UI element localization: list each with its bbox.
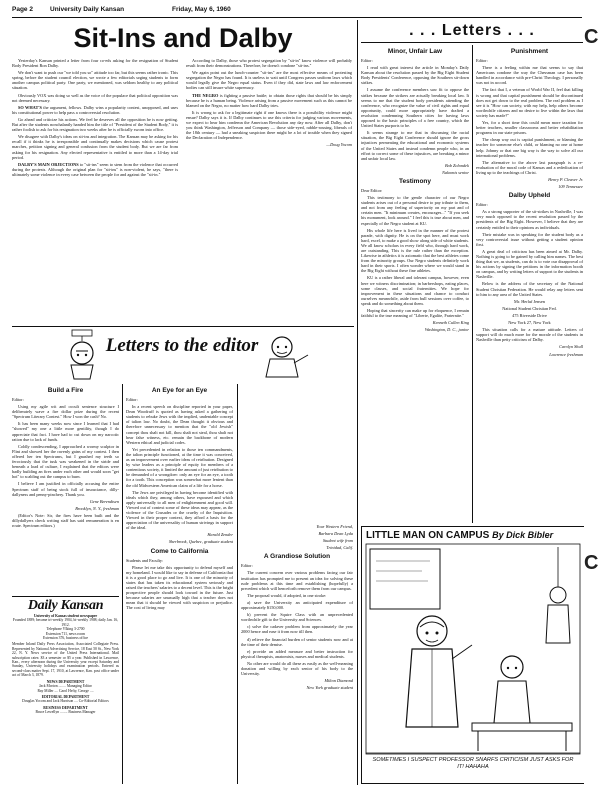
- letter-paragraph: The alternative to the above last paragraph is a re-evaluation of the moral code of Kansas and a rededication of living up to the teachings of Christ.: [476, 159, 583, 175]
- column-divider: [122, 384, 123, 784]
- editorial-paragraph: Yesterday's Kansan printed a letter from four co-eds asking for the resignation of Student Body President Ron Dalby.: [12, 58, 178, 69]
- column-divider: [357, 20, 358, 785]
- department-line: Ray Miller .... Carol Hefty, George ....: [37, 688, 94, 693]
- editorial-paragraph: Go ahead and criticize his actions. We feel he deserves all the opposition he is now getting. But after the students nonchalantly handed him the title of "President of the Student Body," it is rather foolish to ask for his resignation two weeks after he is officially sworn into office.: [12, 116, 178, 133]
- letter-paragraph: It has been many weeks now since I learned that I had "showed" my one a little more gentility, though I do appreciate that fact. I have had to cut down on my narcotic ration due to lack of funds.: [12, 421, 119, 442]
- cartoon-caption: SOMETIMES I SUSPECT PROFESSOR SNARFS CRITICISM JUST ASKS FOR IT! HAHAHA: [372, 757, 574, 770]
- letter-signer: Milton Diamond: [324, 678, 353, 684]
- student-figure-icon: [494, 656, 530, 723]
- desk-icon: [472, 723, 572, 751]
- department-name: BUSINESS DEPARTMENT: [43, 705, 88, 710]
- letter-eye-for-eye: [126, 384, 233, 782]
- editorial-column-2: [186, 58, 352, 340]
- editorial-paragraph: We disagree with Dalby's ideas on sit-ins and integration. The Kansan may be asking for his recall if it thinks he is irresponsible and continually makes decisions which cause protest marches, petition signing and general confusion from the student body. But we are far from asking for his resignation. Any elected representative is entitled to more than a 14-day trial period.: [12, 134, 178, 160]
- letters-banner: [12, 329, 354, 381]
- masthead: [12, 598, 119, 783]
- page-number: Page 2: [12, 6, 33, 13]
- edge-letter: C: [584, 26, 599, 48]
- masthead-title: Daily Kansan: [27, 598, 104, 613]
- edge-letter: C: [584, 552, 599, 574]
- letter-paragraph: a) save the University an anticipated expenditure of approximately $150,000.: [241, 599, 353, 611]
- editorial-lead-in: THE NEGRO: [192, 92, 219, 98]
- letter-signer-place: Student wife from: [322, 538, 353, 544]
- section-rule: [12, 326, 354, 327]
- letter-paragraph: c) solve the cadaver problem from approximately the year 2000 hence and ease it from now till then.: [241, 624, 353, 635]
- letter-salutation: Editor:: [476, 58, 488, 63]
- letter-salutation: Editor:: [476, 202, 488, 208]
- letter-build-fire: [12, 384, 119, 594]
- masthead-subtitle: University of Kansas student newspaper: [33, 614, 98, 618]
- editorial-paragraph: We don't want to push our "we told you so" attitude too far, but this seems rather ironic. This spring, before the student council election, we wrote a few editorials urging students to form another campus political party. One party, we mentioned, was seldom healthy to any political situation.: [12, 70, 178, 91]
- letter-paragraph: Below is the address of the secretary of the National Student Christian Federation. He would relay any letters sent to him to any area of the United States.: [476, 281, 583, 297]
- pointing-man-icon: [266, 337, 308, 377]
- letter-paragraph: Their mistake was in speaking for the student body as a very controversial issue without getting a student opinion first.: [476, 231, 583, 247]
- letter-paragraph: Please let me take this opportunity to defend myself and my homeland. I would like to say in defense of California that it is a good place to go and live. It is one of the minority of states that has taken its educational system seriously and raised the teachers' salaries to a decent level. This is the bright prospective people should look toward in the future. Just because salaries are unusually high that a teacher does not mean that it should be viewed with suspicion or prejudice. The cost of living may: [126, 564, 233, 611]
- column-divider: [472, 45, 473, 523]
- letter-paragraph: The current concern over various problems facing our fair institution has prompted me to present an idea for solving these rude problems at this time and establishing (hopefully) a precedent which will henceforth remove them from our campus.: [241, 570, 353, 591]
- letter-salutation: Editor:: [241, 563, 253, 569]
- editorial-column-1: [12, 58, 178, 340]
- letter-salutation: Editor:: [12, 397, 24, 402]
- department-line: Jack Morton ........ Managing Editor: [39, 684, 92, 689]
- cartoon-panel: [361, 526, 585, 784]
- editor-note: (Editor's Note: Sir, the fires have been built and the dillydallyers check writing staff has said remuneration is en route. Spectrum editors.): [12, 512, 119, 529]
- letter-paragraph: Using my agile wit and occult sentence structure I deliberately wave a fire dollar prize during the recent "Spectrum Literary Contest." How I won the cash? No.: [12, 404, 119, 420]
- letter-salutation: Editor:: [126, 397, 138, 402]
- letter-heading: Build a Fire: [47, 387, 84, 394]
- address-line: National Student Christian Fed.: [502, 305, 557, 311]
- letter-paragraph: As a strong supporter of the sit-strikes in Nashville, I was very much opposed to the recent resolution passed by the presidents of the Big Eight. However, I believe that they are certainly entitled to their opinions as individuals.: [476, 209, 583, 230]
- letter-paragraph: There is a feeling within me that seems to say that Americans condone the way the Chessman case has been handled in accordance with pre-Christ Theology. I personally was not in accord.: [476, 65, 583, 86]
- letter-signer-place: Nakomis senior: [442, 169, 469, 175]
- paper-name: University Daily Kansan: [50, 6, 125, 13]
- letter-heading: Come to California: [150, 547, 209, 555]
- editorial-lead-in: SO WHAT'S: [18, 104, 42, 110]
- cartoon-drawing: [362, 527, 584, 783]
- letter-paragraph: No other are would do all these as easily as the well-meaning donation and willing by each senior of his body to the University.: [241, 660, 353, 677]
- letter-paragraph: I read with great interest the article in Monday's Daily Kansan about the resolution passed by the Big Eight Student Body Presidents' Conference, opposing the Southern sit-down strikes.: [361, 65, 469, 86]
- letter-heading: Punishment: [510, 48, 549, 55]
- letter-signer: Bob Zolondek: [445, 162, 469, 168]
- hanging-figure-icon: [546, 547, 570, 643]
- masthead-founded: Founded 1889; became tri-weekly 1904, bi-weekly 1908; daily Jan. 16, 1912.: [12, 618, 119, 627]
- letter-heading: Testimony: [398, 177, 432, 185]
- letter-paragraph: Yet precedented in relation to those ten commandments, the talion principle functioned, at the time it was conceived, as an improvement over earlier ideas of retribution. Designed by wise leaders as a principle of equity for members of a contentious society, it limited the amount of just retribution to be demanded of a wrongdoer: only an eye for an eye, a tooth for a tooth. This conception was somewhat more lenient than the old Midwestern American claim of a life for a horse.: [126, 446, 233, 488]
- letters-section-title: . . . Letters . . .: [409, 22, 535, 39]
- letter-signer-place: Lawrence freshman: [549, 351, 583, 357]
- address-line: Mr. Herluf Jensen: [514, 298, 545, 304]
- page-header: [12, 6, 582, 16]
- letter-paragraph: I believe I am justified in officially accusing the entire Spectrum staff of being stock full of insouciance, dilly-dallyness and penny-pinchery. Thank you.: [12, 481, 119, 497]
- editorial-paragraph: to "sit-ins" seem to stem from the violence that occurred during the protests. Although the original plan for "sit-ins" is non-violent, he says, "there is ultimately some violence in every case between the people for and against the "sit-in.": [12, 161, 178, 177]
- letter-heading: Dalby Upheld: [508, 192, 551, 200]
- letters-title-word: Letters: [441, 22, 503, 39]
- editorial-paragraph: is fighting a passive battle; to obtain those rights that should be his simply because he is a human being. Violence arising from a passive movement such as this cannot be blamed on the Negro, no matter how hard Dalby tries.: [186, 92, 352, 108]
- letter-signer: Barbara Dean Lyda: [318, 531, 353, 537]
- address-line: New York 27, New York: [508, 320, 551, 326]
- letter-paragraph: The proposal would, if adopted, in one stroke:: [247, 592, 327, 598]
- editorial-paragraph: It is wrong to ask for a legitimate right if one knows there is a possibility violence might ensue? Dalby says it is. If Dalby continues to use this criteria for judging various movements, we expect to hear him condemn the American Revolution any day now. After all Dalby, don't you think Washington, Jefferson and Company — those side-eyed, rabble-rousing, liberals of the 18th century — had a sneaking suspicion there might be a lot of trouble when they signed the Declaration of Independence.: [186, 109, 352, 141]
- letter-paragraph: Yes, for a short time this could mean more taxation for better teachers, smaller classrooms and better rehabilitation programs in our state prisons.: [476, 120, 583, 136]
- masthead-body: Member Inland Daily Press Association, Associated Collegiate Press. Represented by National Advertising Service, 18 East 50 St., New York 22, N. Y. News service of the United Press International. Mail subscription rates: $3 a semester or $5 a year. Published in Lawrence, Kan., every afternoon during the University year except Saturday and Sunday, University holidays and examination periods. Entered as second-class matter Sept. 17, 1910, at Lawrence, Kan. post office under act of March 3, 1879.: [12, 642, 119, 678]
- letter-paragraph: KU is a rather liberal and tolerant campus, however, even here we witness discrimination; in barbershops, eating places, some classes, and social fraternities. We hope for improvement in these situations and chance to conduct ourselves meanwhile, aside from bull sessions over coffee, to speak and do something about them.: [361, 275, 469, 306]
- letter-signer-place: Sherbrook, Quebec, graduate student: [168, 539, 233, 545]
- department-line: Douglas Yocom and Jack Harrison .... Co-Editorial Editors: [22, 699, 109, 704]
- column-divider: [237, 384, 238, 784]
- letter-heading: Minor, Unfair Law: [387, 48, 443, 55]
- letter-signer: Kenneth Cullen King: [432, 320, 469, 326]
- letter-salutation: Editor:: [361, 58, 373, 63]
- letter-signer-place: Washington, D. C., junior: [424, 327, 469, 333]
- chalkboard-icon: [370, 549, 440, 609]
- letter-grandiose: [241, 524, 353, 782]
- professor-figure-icon: [406, 616, 472, 727]
- editorial-lead-in: DALBY'S MAIN OBJECTIONS: [18, 161, 79, 167]
- section-rule: [361, 42, 583, 43]
- letter-heading: A Grandiose Solution: [263, 553, 331, 561]
- masthead-phone: Extension 376, business office: [43, 636, 88, 641]
- masthead-phone: Extension 711, news room: [45, 631, 86, 636]
- protest-sign-icon: [71, 330, 93, 379]
- letter-minor-unfair: [361, 45, 469, 523]
- editorial-paragraph: the argument, fellows. Dalby wins a popularity contest, unopposed, and uses his constitutional power to help pass a controversial resolution.: [12, 104, 178, 115]
- letter-signer: Harald Zender: [207, 532, 233, 538]
- letter-paragraph: d) relieve the financial burden of senior students now and at the time of their demise.: [241, 636, 353, 647]
- letter-signer: Carolyn Shull: [559, 344, 583, 350]
- letter-signer-place: 109 Tennessee: [558, 184, 583, 190]
- letter-paragraph: The fact that I, a veteran of World War II, feel that killing is wrong and that capital punishment should be discontinued does not get down to the real problem. The real problem as I see it is "How can society, with my help, help others become worthwhile citizens and no desire to live within the laws that society has made?": [476, 87, 583, 118]
- letter-paragraph: b) prevent the Squire Class with an unprecedented worthwhile gift to the University and Sciences.: [241, 612, 353, 623]
- letter-signer-place: Trinidad, Calif.: [326, 545, 353, 551]
- letter-paragraph: I assume the conference members saw fit to oppose the strikes because the strikers are actually breaking local law. It seems to me that the student body presidents attending the conference, who recognize the value of civil rights and equal opportunity, could more appropriately have drafted a resolution condemning Southern cities for having laws opposed to the basic principles of a free country, which the United States purports to be.: [361, 87, 469, 129]
- letter-signer: Henry P. Cleaver Jr.: [548, 176, 583, 182]
- editorial-paragraph: We again point out the lunch-counter "sit-ins" are the most effective means of protesting segregation the Negro has found. It is useless to wait until Congress passes uniform laws which would legally give the Negro equal status. Even if they did, state laws and law enforcement bodies can still insure white supremacy.: [186, 70, 352, 91]
- letter-paragraph: It seems strange to me that in discussing the racial situation, the Big Eight Conference should ignore the gross injustices permeating the educational and economic systems of the United States and instead condemn people who, in an effort to correct some of these injustices, are breaking a minor and unfair local law.: [361, 130, 469, 161]
- letter-salutation: Dear Editor:: [361, 187, 383, 193]
- letter-signer-place: Brooklyn, N. Y., freshman: [75, 505, 119, 511]
- editorial-signature: —Doug Yocom: [326, 142, 352, 148]
- letter-paragraph: e) provide an added measure and better instruction for physical therapists, anatomists, nurses and medical students.: [241, 648, 353, 659]
- issue-date: Friday, May 6, 1960: [172, 6, 231, 13]
- header-rule: [12, 17, 582, 18]
- address-line: 475 Riverside Drive: [512, 312, 547, 318]
- letter-paragraph: Coldly condescending, I approached a wormy sculptor in Flint and showed her the ravenly gains of my contest. I then offered her ten Spectrums, but I gnashed my teeth so ferociously that the tusk was weakened in the stride and beneath a load of culture, I explained that the editors were badly building an fires under each other and would soon "get hot" to scalding out the campus to burn.: [12, 443, 119, 480]
- letter-paragraph: In a recent speech on discipline reported in your paper, Dean Woodruff is quoted as having asked a gathering of students to rebuke Jews with the implied, undeniable concept of talion law. No doubt, the Dean thought it obvious and therefore unnecessary to mention that the "old Jewish" concept thou shalt not kill, thou shalt not steal, thou shalt not bear false witness, etc. remain the backbone of modern Western ethical and judicial codes.: [126, 404, 233, 445]
- editorial-headline: Sit-Ins and Dalby: [73, 23, 293, 53]
- letter-paragraph: A great deal of criticism has been aimed at Mr. Dalby. Nothing is going to be gained by calling him names. The best thing that we, as students, can do is to vote our disapproval of his actions by signing the petitions in the information booth on campus, and by writing letters of support to the students in Nashville.: [476, 248, 583, 280]
- masthead-rule: [12, 596, 119, 597]
- department-line: Bruce Lewellyn ........ Business Manager: [35, 710, 96, 715]
- letter-salutation: Students and Faculty:: [126, 557, 164, 563]
- letter-signer-place: New York graduate student: [306, 685, 353, 691]
- cartoon-artist: By Dick Bibler: [492, 530, 554, 540]
- cartoon-title: LITTLE MAN ON CAMPUS: [366, 530, 490, 541]
- letter-paragraph: Hoping that sincerity can make up for eloquence, I remain faithful to the true meaning of "Liberte, Egalite, Fraternite.": [361, 308, 469, 319]
- editorial-paragraph: Obviously VOX was doing so well as the voice of the populace that political opposition was not deemed necessary.: [12, 92, 178, 103]
- letters-banner-title: Letters to the editor: [105, 335, 259, 356]
- masthead-phone: Telephone VIking 3-2700: [46, 627, 85, 632]
- next-page-edge: [584, 0, 600, 785]
- letter-signer: Your Western Friend,: [316, 524, 353, 529]
- department-name: EDITORIAL DEPARTMENT: [41, 694, 90, 699]
- letter-paragraph: The cheap way out is capital punishment, or blaming the teacher for someone else's child, or blaming no one at home help. Johnny or that one big way is the way to solve all our international problems.: [476, 137, 583, 158]
- department-name: NEWS DEPARTMENT: [46, 679, 85, 684]
- letter-paragraph: This testimony to the gentle character of our Negro students arises out of a personal desire to pay tribute to them, and not from any feeling of superiority on my part and of certain men. "It minimum creates, encourages..." "If you seek his monument, look around." I feel this is true about men, and especially of the Negro student at KU.: [361, 195, 469, 226]
- letter-signer: Gene Berendtsen: [89, 498, 119, 504]
- letter-paragraph: This situation calls for a mature attitude. Letters of support will do much more for the morale of the students in Nashville than petty criticism of Dalby.: [476, 327, 583, 343]
- letter-paragraph: His whole life here is lived in the manner of the protest parade, with dignity. He is on the spot here, and must work hard, excel, to make a good show along side of white students. We all know scholars in every field who, through hard work, are outstanding. This is the rule rather than the exception. Likewise in athletics it is axiomatic that the best athletes come from the minority groups. Our Negro students definitely work hard in their sports. I often wonder where we would stand in the Big Eight without these fine athletes.: [361, 227, 469, 274]
- letter-paragraph: The Jews are privileged in having become identified with ideals which they, among others, have espoused and which apply universally to all men of enlightenment and good will. Viewed out of context some of these ideas may appear, as the violence of the Crusades or the cruelty of the Inquisition. Viewed in their proper context, they afford a basis for the appreciation of the universality of human strivings in support of the ideal.: [126, 489, 233, 531]
- letter-punishment: [476, 45, 583, 523]
- editorial-paragraph: According to Dalby, those who protest segregation by "sit-in" know violence will probably result from their demonstrations. Therefore, he doesn't condone "sit-ins.": [186, 58, 352, 69]
- letter-heading: An Eye for an Eye: [151, 387, 208, 394]
